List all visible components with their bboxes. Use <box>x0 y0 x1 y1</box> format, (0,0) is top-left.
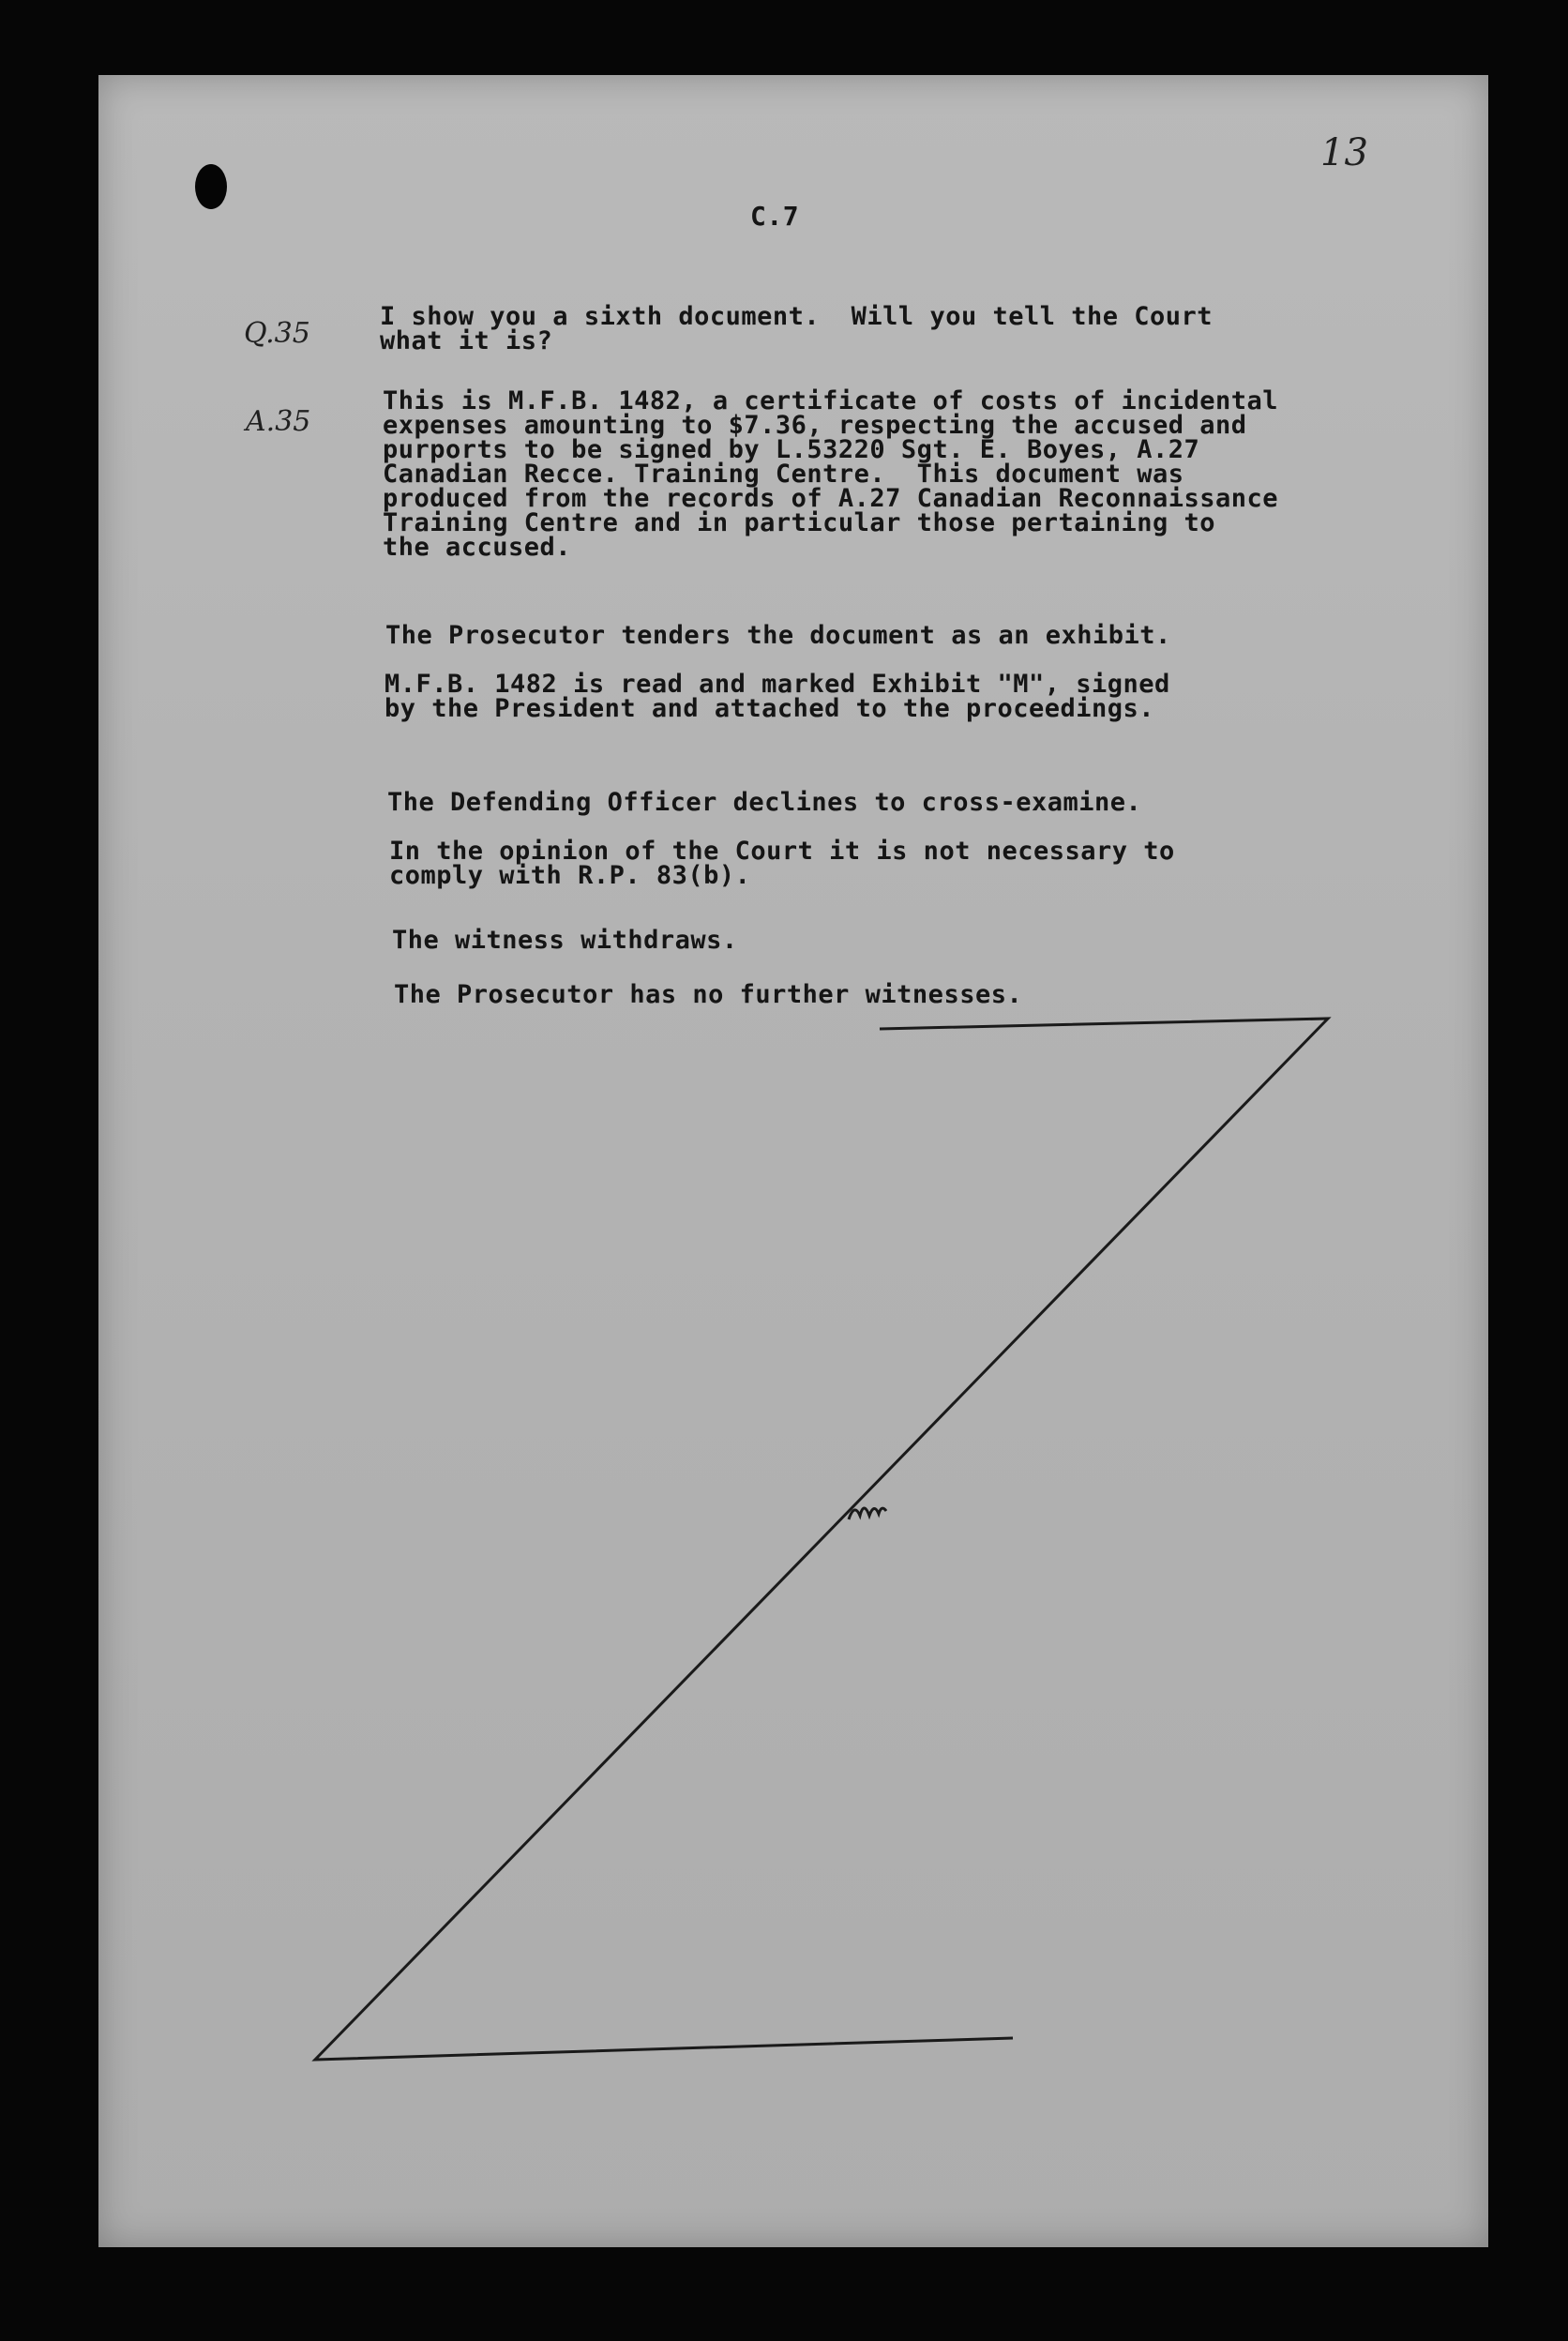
answer-line: This is M.F.B. 1482, a certificate of costs of incidental <box>383 386 1279 415</box>
question-line: what it is? <box>380 326 553 355</box>
answer-line: the accused. <box>383 533 572 562</box>
question-line: I show you a sixth document. Will you tell the Court <box>380 302 1214 331</box>
proceeding-tender: The Prosecutor tenders the document as an exhibit. <box>385 621 1171 650</box>
z-stroke <box>315 1019 1328 2060</box>
answer-line: purports to be signed by L.53220 Sgt. E. Boyes, A.27 <box>383 435 1200 464</box>
page-code: C.7 <box>750 201 800 232</box>
question-label: Q.35 <box>244 317 310 350</box>
handwritten-page-number: 13 <box>1320 131 1368 174</box>
answer-line: Canadian Recce. Training Centre. This document was <box>383 460 1184 489</box>
proceeding-court-opinion: In the opinion of the Court it is not necessary to comply with R.P. 83(b). <box>389 837 1175 890</box>
proceeding-withdraw: The witness withdraws. <box>392 926 738 955</box>
answer-line: produced from the records of A.27 Canadian Reconnaissance <box>383 484 1279 513</box>
proceeding-exhibit: M.F.B. 1482 is read and marked Exhibit "M", signed by the President and attached to the proceedings. <box>384 670 1170 723</box>
initials-signature <box>849 1508 886 1519</box>
proceeding-no-witnesses: The Prosecutor has no further witnesses. <box>394 980 1023 1009</box>
proceeding-cross-exam: The Defending Officer declines to cross-examine. <box>387 788 1142 817</box>
answer-line: expenses amounting to $7.36, respecting the accused and <box>383 411 1247 440</box>
answer-label: A.35 <box>246 405 311 438</box>
answer-line: Training Centre and in particular those pertaining to <box>383 508 1216 537</box>
